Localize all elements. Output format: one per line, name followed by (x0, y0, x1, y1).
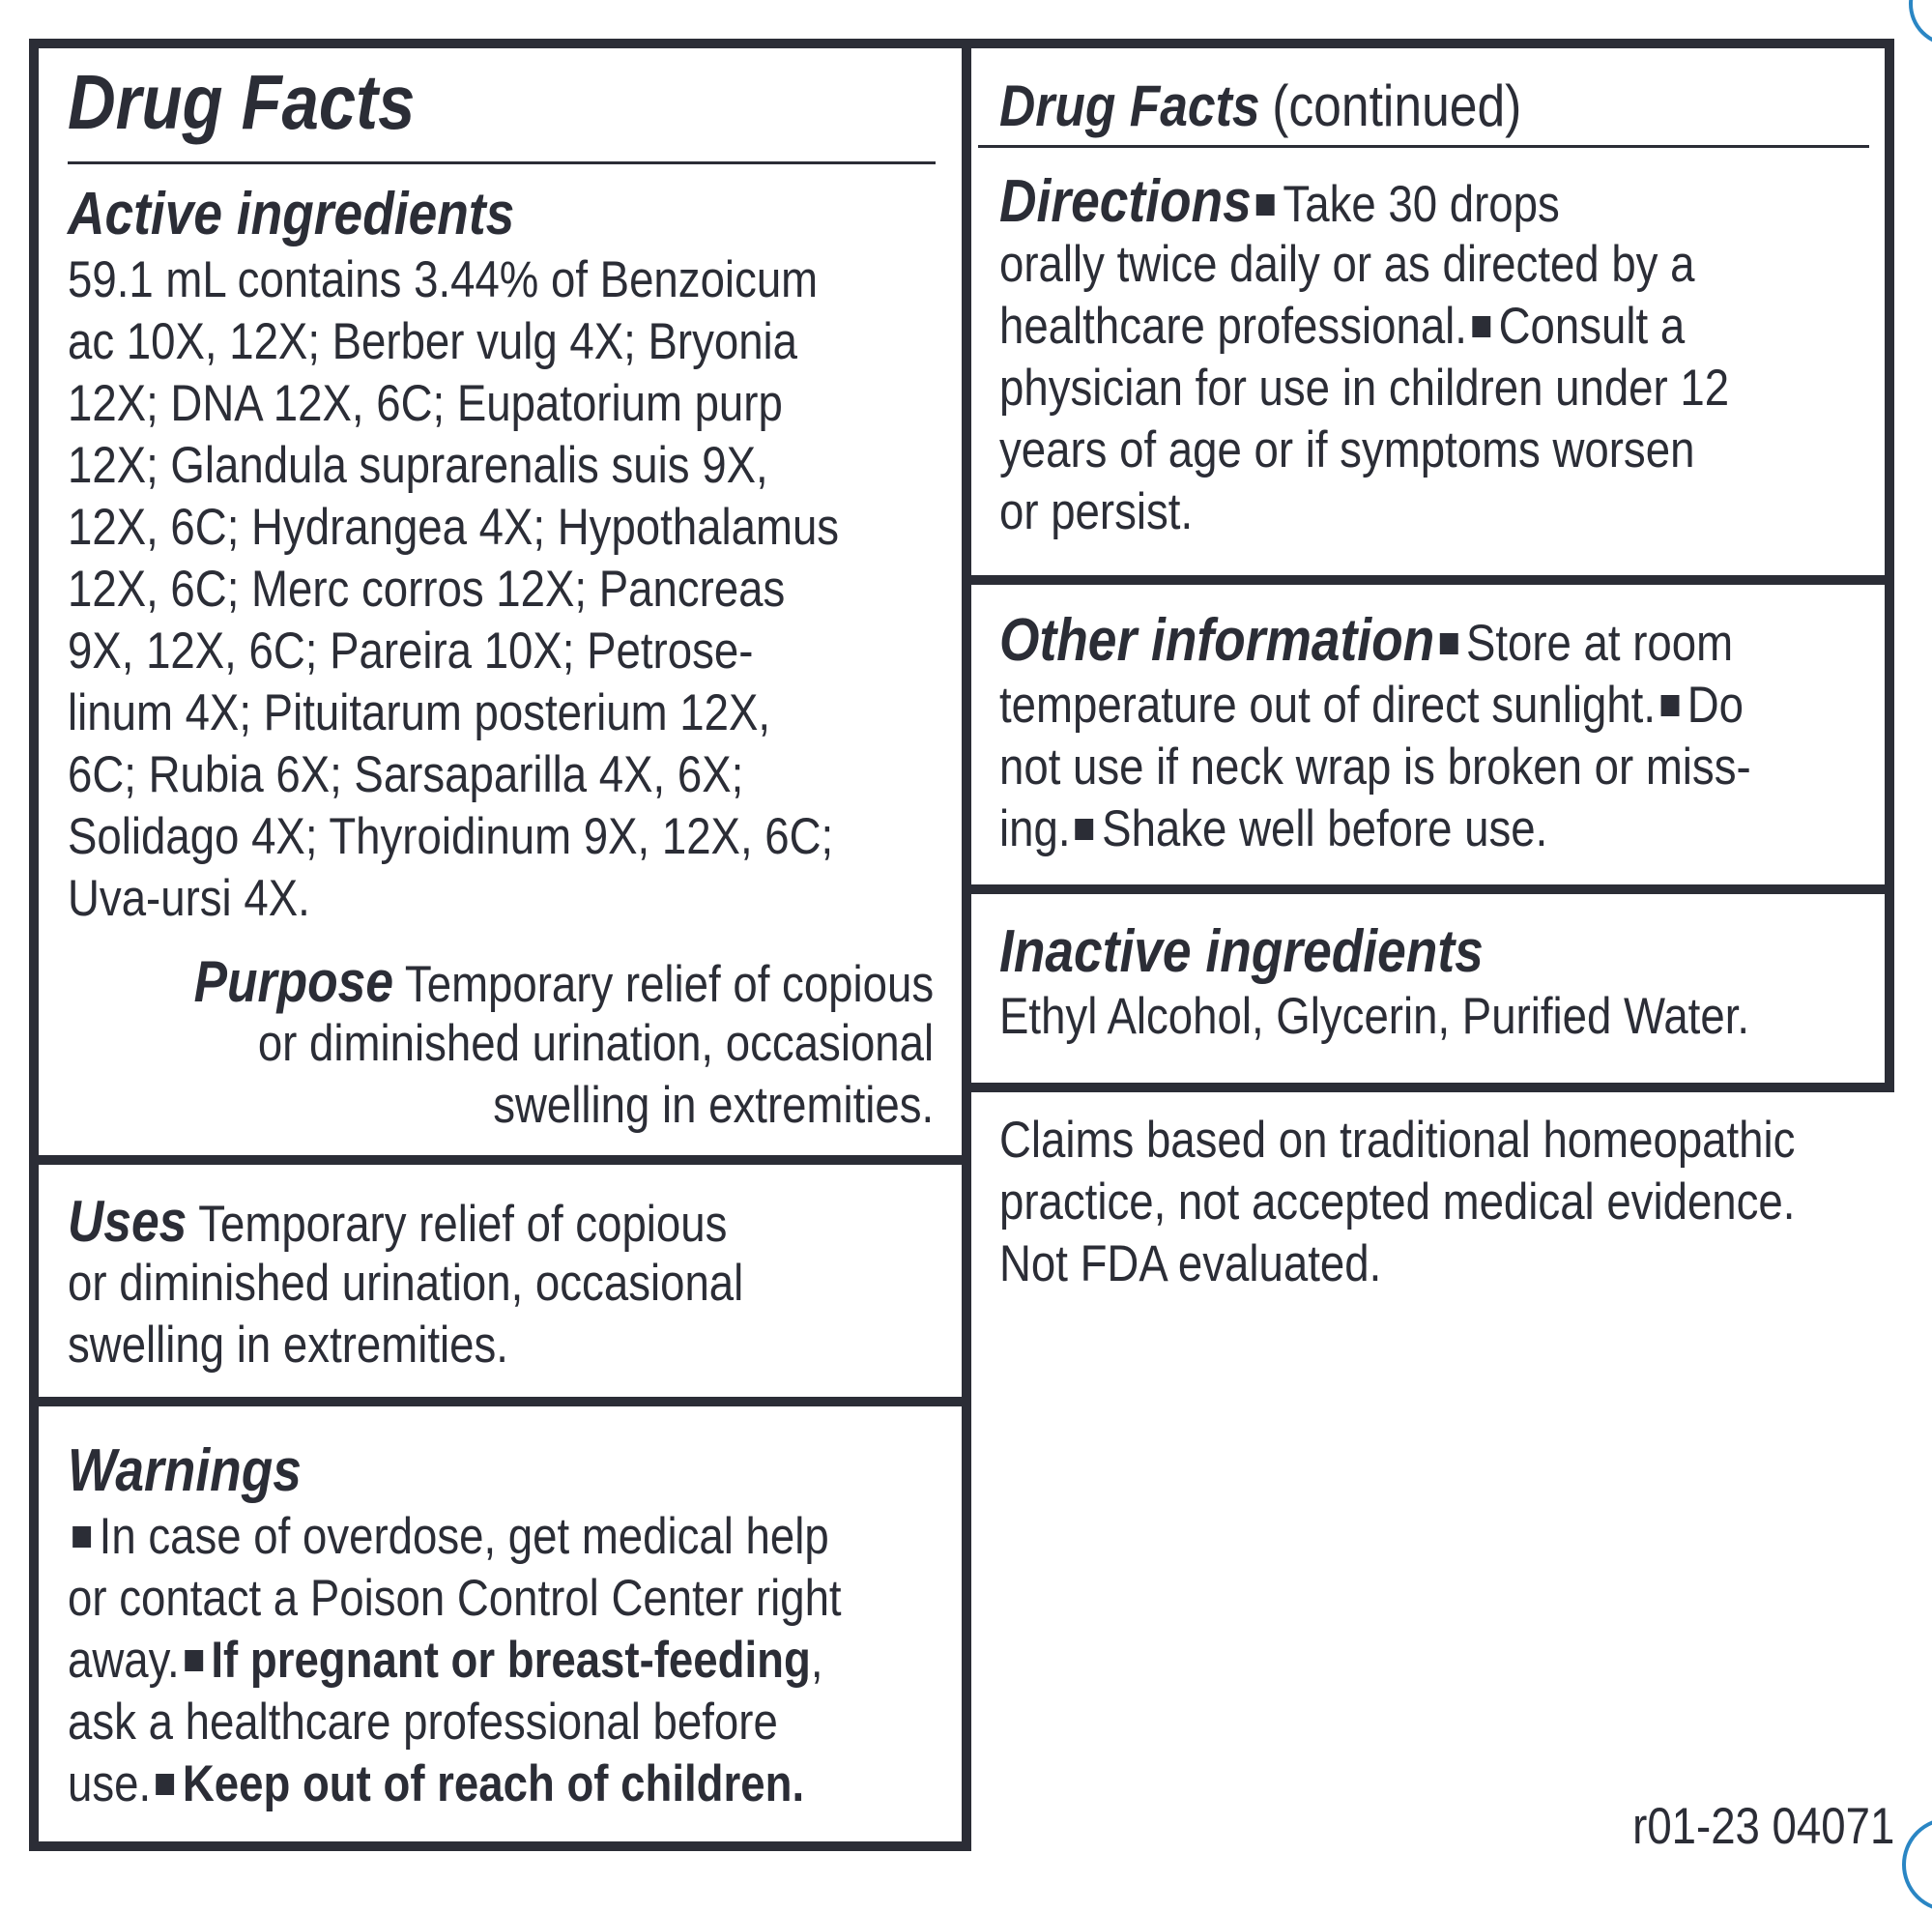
active-ingredient-line: 12X, 6C; Merc corros 12X; Pancreas (68, 561, 786, 618)
lot-code-text: r01-23 04071 (1631, 1798, 1894, 1855)
active-ingredient-line: 59.1 mL contains 3.44% of Benzoicum (68, 251, 819, 308)
active-ingredient-line: Solidago 4X; Thyroidinum 9X, 12X, 6C; (68, 808, 834, 865)
purpose-line-1: Temporary relief of copious (404, 956, 935, 1013)
directions-line-4: physician for use in children under 12 (999, 360, 1730, 417)
other-line-4b: Shake well before use. (1102, 800, 1548, 857)
uses-section (68, 1191, 937, 1376)
active-ingredients-section (68, 180, 937, 930)
bullet-square-icon (185, 1650, 203, 1671)
active-ingredient-line: 12X, 6C; Hydrangea 4X; Hypothalamus (68, 499, 840, 556)
bullet-square-icon (156, 1774, 174, 1795)
active-ingredient-line: linum 4X; Pituitarum posterium 12X, (68, 684, 771, 741)
directions-line-3b: Consult a (1498, 298, 1686, 355)
corner-arc-top-decoration (1909, 0, 1932, 46)
directions-line-3a: healthcare professional. (999, 298, 1467, 355)
other-line-4a: ing. (999, 800, 1071, 857)
active-ingredient-line: 9X, 12X, 6C; Pareira 10X; Petrose- (68, 623, 754, 680)
corner-arc-bottom-decoration (1902, 1817, 1932, 1912)
claims-line-1: Claims based on traditional homeopathic (999, 1112, 1796, 1169)
bullet-square-icon (1439, 633, 1457, 654)
directions-heading: Directions (999, 168, 1252, 235)
other-information-section (999, 607, 1879, 860)
lot-code (1546, 1796, 1894, 1858)
other-line-1: Store at room (1465, 615, 1734, 672)
warning-line-2: or contact a Poison Control Center right (68, 1570, 842, 1627)
inactive-line-1: Ethyl Alcohol, Glycerin, Purified Water. (999, 988, 1750, 1045)
purpose-section (68, 951, 934, 1137)
other-line-2b: Do (1687, 677, 1744, 734)
active-ingredient-line: 12X; DNA 12X, 6C; Eupatorium purp (68, 375, 783, 432)
warning-line-3c: , (810, 1632, 823, 1689)
bullet-square-icon (1472, 316, 1490, 337)
other-line-3: not use if neck wrap is broken or miss- (999, 739, 1751, 796)
directions-line-5: years of age or if symptoms worsen (999, 421, 1695, 478)
warning-keep-out: Keep out of reach of children. (182, 1755, 805, 1812)
bullet-square-icon (1660, 695, 1679, 716)
active-ingredient-line: Uva-ursi 4X. (68, 870, 310, 927)
directions-section (999, 170, 1879, 543)
uses-line-3: swelling in extremities. (68, 1317, 508, 1374)
warning-line-5a: use. (68, 1755, 152, 1812)
continued-title-block (999, 68, 1869, 145)
warning-line-3a: away. (68, 1632, 180, 1689)
active-ingredients-heading: Active ingredients (68, 181, 515, 247)
active-ingredient-line: ac 10X, 12X; Berber vulg 4X; Bryonia (68, 313, 798, 370)
warnings-section (68, 1436, 937, 1815)
purpose-heading: Purpose (193, 949, 393, 1014)
drug-facts-title: Drug Facts (68, 59, 416, 145)
warning-line-1: In case of overdose, get medical help (99, 1508, 829, 1565)
claims-line-2: practice, not accepted medical evidence. (999, 1173, 1796, 1231)
directions-line-6: or persist. (999, 483, 1194, 540)
warning-line-4: ask a healthcare professional before (68, 1694, 778, 1751)
other-line-2a: temperature out of direct sunlight. (999, 677, 1657, 734)
bullet-square-icon (1076, 819, 1094, 840)
inactive-ingredients-section (999, 918, 1879, 1048)
continued-divider (978, 145, 1869, 148)
claims-section (999, 1110, 1898, 1295)
uses-heading: Uses (68, 1189, 187, 1254)
uses-line-2: or diminished urination, occasional (68, 1255, 744, 1312)
continued-title: Drug Facts (999, 73, 1260, 138)
bullet-square-icon (72, 1526, 91, 1548)
warnings-heading: Warnings (68, 1437, 302, 1504)
directions-line-2: orally twice daily or as directed by a (999, 236, 1695, 293)
other-info-heading: Other information (999, 607, 1435, 674)
active-ingredient-line: 6C; Rubia 6X; Sarsaparilla 4X, 6X; (68, 746, 744, 803)
uses-line-1: Temporary relief of copious (198, 1196, 728, 1253)
title-divider (68, 161, 936, 164)
continued-suffix: (continued) (1272, 73, 1522, 138)
claims-line-3: Not FDA evaluated. (999, 1235, 1382, 1292)
inactive-heading: Inactive ingredients (999, 918, 1484, 985)
warning-pregnant: If pregnant or breast-feeding (211, 1632, 811, 1689)
active-ingredient-line: 12X; Glandula suprarenalis suis 9X, (68, 437, 768, 494)
drug-facts-title-block (68, 58, 937, 164)
active-ingredients-text (68, 249, 937, 930)
purpose-line-3: swelling in extremities. (493, 1077, 934, 1134)
bullet-square-icon (1256, 194, 1275, 216)
directions-line-1: Take 30 drops (1283, 176, 1560, 233)
purpose-line-2: or diminished urination, occasional (257, 1015, 934, 1072)
